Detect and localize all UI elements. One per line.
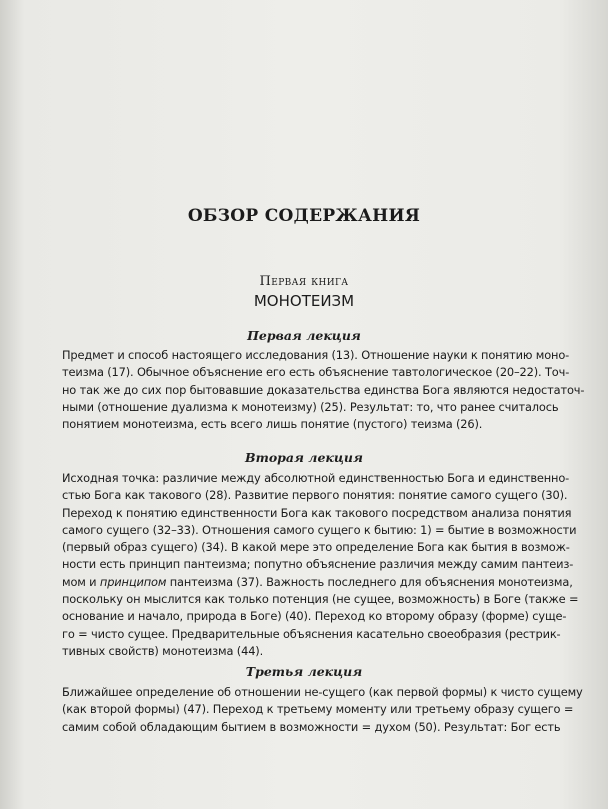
lecture-3-paragraph [62, 684, 583, 736]
text-line: теизма (17). Обычное объяснение его есть объяснение тавтологическое (20–22). Точ- [62, 365, 570, 380]
text-line: Переход к понятию единственности Бога как такового посредством анализа понятия [62, 505, 572, 520]
text-line: Ближайшее определение об отношении не-сущего (как первой формы) к чисто сущему [62, 685, 583, 699]
text-line: поскольку он мыслится как только потенция (не сущее, возможность) в Боге (также = [62, 592, 579, 607]
emphasis: принципом [99, 574, 167, 589]
lecture-1-paragraph [62, 347, 585, 433]
lecture-heading-1: Первая лекция [247, 328, 361, 343]
text-line: ными (отношение дуализма к монотеизму) (25). Результат: то, что ранее считалось [62, 399, 559, 414]
text-line: основание и начало, природа в Боге) (40). Переход ко второму образу (форме) суще- [62, 609, 567, 624]
text-line: го = чисто сущее. Предварительные объяснения касательно своеобразия (рестрик- [62, 626, 561, 641]
text-line: ности есть принцип пантеизма; попутно объяснение различия между самим пантеиз- [62, 557, 574, 572]
text-line: Предмет и способ настоящего исследования (13). Отношение науки к понятию моно- [62, 348, 570, 362]
text-fragment: пантеизма (37). Важность последнего для объяснения монотеизма, [169, 574, 573, 589]
lecture-heading-3: Третья лекция [245, 664, 363, 679]
book-label: Первая книга [259, 274, 349, 289]
bleed-through-decoration [351, 52, 408, 70]
text-line: самого сущего (32–33). Отношения самого сущего к бытию: 1) = бытие в возможности [62, 522, 577, 537]
text-line: тивных свойств) монотеизма (44). [62, 643, 264, 658]
text-line: Исходная точка: различие между абсолютной единственностью Бога и единственно- [62, 471, 570, 485]
text-line-mixed [62, 574, 573, 591]
text-line: но так же до сих пор бытовавшие доказательства единства Бога являются недостаточ- [62, 382, 585, 397]
lecture-2-paragraph [62, 470, 579, 660]
text-line: понятием монотеизма, есть всего лишь понятие (пустого) теизма (26). [62, 417, 483, 432]
text-line: (как второй формы) (47). Переход к третьему моменту или третьему образу сущего = [62, 702, 574, 717]
text-line: стью Бога как такового (28). Развитие первого понятия: понятие самого сущего (30). [62, 488, 568, 503]
text-line: (первый образ сущего) (34). В какой мере это определение Бога как бытия в возмож- [62, 540, 570, 555]
text-line: самим собой обладающим бытием в возможности = духом (50). Результат: Бог есть [62, 719, 561, 734]
lecture-heading-2: Вторая лекция [245, 450, 363, 465]
text-fragment: мом и [62, 574, 97, 589]
page-title: ОБЗОР СОДЕРЖАНИЯ [187, 206, 421, 226]
book-title: МОНОТЕИЗМ [253, 292, 355, 310]
